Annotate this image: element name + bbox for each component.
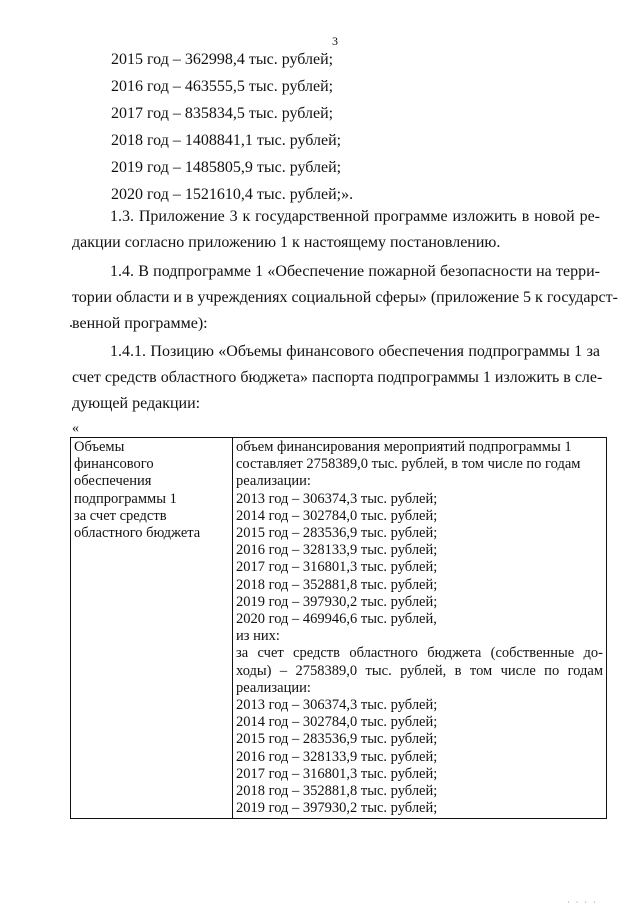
value-line: 2014 год – 302784,0 тыс. рублей;	[236, 507, 438, 524]
list-item: 2018 год – 1408841,1 тыс. рублей;	[111, 132, 342, 149]
value-line: объем финансирования мероприятий подпрограммы 1	[236, 439, 572, 455]
value-line: 2016 год – 328133,9 тыс. рублей;	[236, 748, 438, 765]
text-line: 1.4. В подпрограмме 1 «Обеспечение пожарной безопасности на терри-	[110, 263, 600, 280]
table-row	[71, 438, 607, 819]
paragraph-1-3	[72, 204, 600, 256]
value-line: 2019 год – 397930,2 тыс. рублей;	[236, 593, 438, 610]
value-line: 2015 год – 283536,9 тыс. рублей;	[236, 525, 438, 542]
scan-artifact	[70, 325, 72, 327]
text-line: 1.4.1. Позицию «Объемы финансового обеспечения подпрограммы 1 за	[110, 343, 600, 360]
value-line: из них:	[236, 628, 280, 645]
text-line: венной программе):	[72, 315, 208, 332]
funding-year-list	[111, 46, 353, 208]
list-item: 2016 год – 463555,5 тыс. рублей;	[111, 78, 334, 95]
value-line: 2018 год – 352881,8 тыс. рублей;	[236, 576, 438, 593]
value-line: 2017 год – 316801,3 тыс. рублей;	[236, 559, 438, 576]
value-line: составляет 2758389,0 тыс. рублей, в том числе по годам	[236, 456, 581, 473]
value-line: 2014 год – 302784,0 тыс. рублей;	[236, 714, 438, 731]
value-cell	[233, 438, 607, 819]
list-item: 2019 год – 1485805,9 тыс. рублей;	[111, 159, 342, 176]
passport-table	[70, 437, 607, 819]
value-line: 2017 год – 316801,3 тыс. рублей;	[236, 765, 438, 782]
label-line: подпрограммы 1	[74, 490, 177, 507]
value-line: 2018 год – 352881,8 тыс. рублей;	[236, 783, 438, 800]
value-line: ходы) – 2758389,0 тыс. рублей, в том числе по годам	[236, 662, 603, 679]
text-line: дующей редакции:	[72, 395, 201, 412]
text-line: 1.3. Приложение 3 к государственной программе изложить в новой ре-	[110, 208, 600, 225]
value-line: реализации:	[236, 473, 311, 490]
value-line: 2020 год – 469946,6 тыс. рублей,	[236, 611, 437, 628]
label-cell	[71, 438, 233, 819]
text-line: тории области и в учреждениях социальной сферы» (приложение 5 к государст-	[72, 289, 618, 306]
value-line: за счет средств областного бюджета (собственные до-	[236, 645, 603, 662]
page-number: 3	[332, 34, 338, 48]
list-item: 2015 год – 362998,4 тыс. рублей;	[111, 51, 334, 68]
value-line: 2019 год – 397930,2 тыс. рублей;	[236, 800, 438, 817]
value-line: реализации:	[236, 679, 311, 696]
value-line: 2016 год – 328133,9 тыс. рублей;	[236, 542, 438, 559]
value-line: 2013 год – 306374,3 тыс. рублей;	[236, 697, 438, 714]
label-line: Объемы	[74, 439, 125, 455]
label-line: областного бюджета	[74, 525, 201, 542]
list-item: 2017 год – 835834,5 тыс. рублей;	[111, 105, 334, 122]
text-line: счет средств областного бюджета» паспорта подпрограммы 1 изложить в сле-	[72, 369, 603, 386]
text-line: дакции согласно приложению 1 к настоящему постановлению.	[72, 234, 501, 251]
paragraph-1-4-1	[72, 339, 603, 417]
value-line: 2015 год – 283536,9 тыс. рублей;	[236, 731, 438, 748]
value-line: 2013 год – 306374,3 тыс. рублей;	[236, 490, 438, 507]
scan-artifact: · · · ·	[567, 898, 598, 907]
list-item: 2020 год – 1521610,4 тыс. рублей;».	[111, 186, 354, 203]
label-line: финансового	[74, 456, 154, 473]
label-line: обеспечения	[74, 473, 152, 490]
label-line: за счет средств	[74, 507, 167, 524]
paragraph-1-4	[72, 259, 618, 337]
opening-quote: «	[72, 421, 79, 436]
